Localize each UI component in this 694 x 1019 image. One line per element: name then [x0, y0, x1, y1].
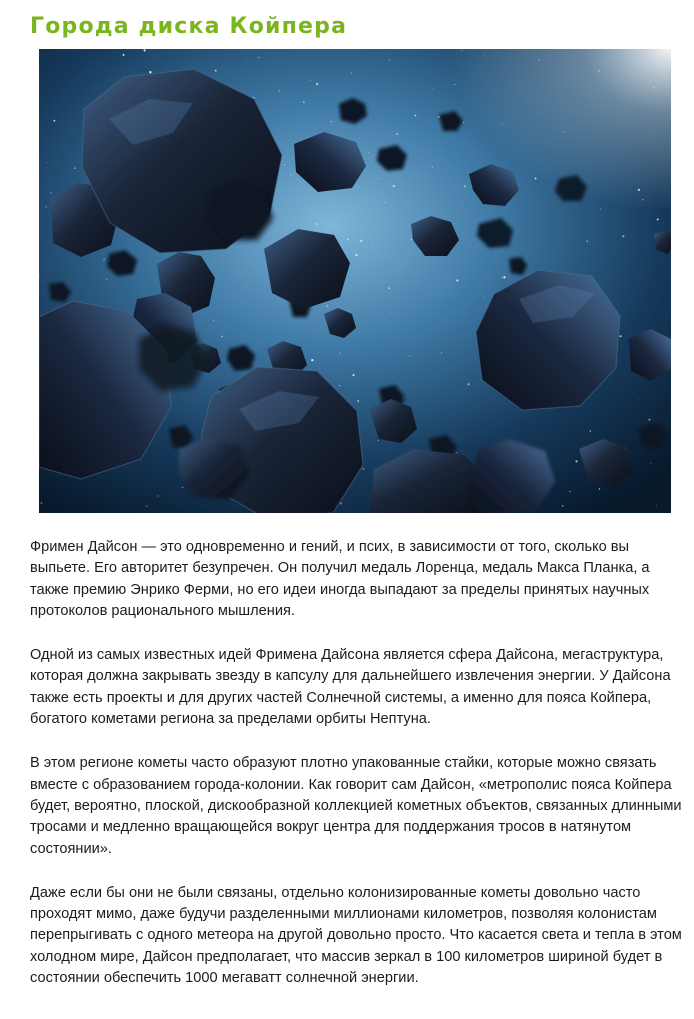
star: [600, 208, 601, 209]
star: [360, 240, 362, 242]
star: [655, 131, 656, 132]
star: [123, 54, 125, 56]
star: [432, 166, 433, 167]
star: [352, 374, 354, 376]
star: [452, 52, 453, 53]
star: [396, 133, 398, 135]
star: [639, 400, 640, 401]
star: [430, 115, 431, 116]
star: [464, 185, 466, 187]
star: [642, 199, 643, 200]
star: [279, 90, 281, 92]
star: [414, 115, 416, 117]
star: [590, 430, 591, 431]
star: [316, 223, 318, 225]
star: [351, 73, 352, 74]
star: [331, 121, 332, 122]
star: [502, 123, 503, 124]
star: [316, 83, 318, 85]
star: [638, 189, 640, 191]
star: [384, 202, 385, 203]
star: [639, 49, 640, 50]
star: [50, 192, 52, 194]
star: [648, 418, 650, 420]
star: [213, 320, 214, 321]
star: [433, 88, 434, 89]
star: [576, 63, 577, 64]
paragraph-1: Фримен Дайсон — это одновременно и гений, и псих, в зависимости от того, сколько вы выпьете. Его авторитет безупречен. Он получил медаль Лоренца, медаль Макса Планка, а также премию Энрико Ферми, но его идеи иногда выпадают за пределы принятых научных протоколов рационального мышления.: [30, 539, 650, 619]
star: [258, 57, 259, 58]
star: [326, 305, 328, 307]
star: [248, 61, 249, 62]
star: [303, 101, 305, 103]
star: [622, 235, 624, 237]
star: [103, 258, 105, 260]
asteroid-field-svg: [39, 49, 671, 513]
star: [144, 49, 146, 51]
star: [284, 164, 285, 165]
star: [409, 355, 410, 356]
star: [461, 50, 462, 51]
star: [539, 60, 540, 61]
star: [657, 51, 658, 52]
star: [389, 60, 390, 61]
star: [378, 178, 379, 179]
star: [503, 276, 505, 278]
star: [215, 70, 217, 72]
star: [339, 385, 340, 386]
star: [347, 238, 348, 239]
star: [562, 505, 564, 507]
star: [290, 174, 292, 176]
star: [484, 55, 485, 56]
star: [53, 120, 55, 122]
star: [656, 505, 657, 506]
star: [653, 86, 655, 88]
article-body: [30, 537, 682, 1012]
asteroid-field-illustration: [39, 49, 671, 513]
star: [357, 400, 359, 402]
star: [599, 488, 600, 489]
star: [587, 241, 588, 242]
star: [390, 312, 391, 313]
star: [74, 167, 76, 169]
star: [355, 254, 357, 256]
star: [378, 440, 379, 441]
paragraph-3: В этом регионе кометы часто образуют плотно упакованные стайки, которые можно связать вместе с образованием города-колонии. Как говорит сам Дайсон, «метрополис пояса Койпера будет, вероятно, плоской, дискообразной коллекцией кометных объектов, связанных длинными тросами и медленно вращающейся вокруг центра для поддержания тросов в натянутом состоянии».: [30, 755, 682, 857]
star: [430, 95, 431, 96]
paragraph-4: Даже если бы они не были связаны, отдельно колонизированные кометы довольно часто проходят мимо, даже будучи разделенными миллионами километров, позволяя колонистам перепрыгивать с одного метеора на другой довольно просто. Что касается света и тепла в этом холодном мире, Дайсон предполагает, что массив зеркал в 100 километров шириной будет в состоянии обеспечить 1000 мегаватт солнечной энергии.: [30, 884, 682, 987]
star: [368, 152, 369, 153]
star: [546, 240, 547, 241]
star: [535, 178, 537, 180]
star: [341, 241, 342, 242]
star: [182, 487, 183, 488]
star: [620, 335, 622, 337]
star: [441, 352, 442, 353]
star: [388, 287, 390, 289]
star: [349, 309, 350, 310]
star: [195, 399, 196, 400]
star: [463, 122, 465, 124]
star: [411, 239, 412, 240]
star: [409, 253, 410, 254]
star: [340, 353, 342, 355]
star: [484, 297, 485, 298]
star: [456, 452, 457, 453]
star: [290, 180, 291, 181]
star: [456, 279, 458, 281]
star: [257, 341, 258, 342]
star: [501, 277, 502, 278]
star: [106, 279, 107, 280]
star: [225, 512, 226, 513]
article-title: Города диска Койпера: [30, 14, 348, 39]
star: [157, 495, 158, 496]
star: [340, 502, 342, 504]
star: [372, 244, 373, 245]
star: [538, 112, 539, 113]
paragraph-2: Одной из самых известных идей Фримена Дайсона является сфера Дайсона, мегаструктура, которая должна закрывать звезду в капсулу для дальнейшего извлечения энергии. У Дайсона также есть проекты и для других частей Солнечной системы, а именно для пояса Койпера, богатого кометами региона за пределами орбиты Нептуна.: [30, 647, 671, 728]
star: [311, 359, 313, 361]
star: [246, 285, 247, 286]
star: [310, 80, 311, 81]
star: [221, 336, 223, 338]
star: [645, 287, 646, 288]
star: [598, 70, 600, 72]
star: [467, 383, 469, 385]
star: [569, 491, 570, 492]
star: [563, 131, 564, 132]
star: [657, 218, 659, 220]
star: [145, 66, 146, 67]
star: [149, 71, 151, 73]
star: [362, 468, 364, 470]
star: [45, 206, 47, 208]
star: [47, 162, 48, 163]
star: [650, 463, 651, 464]
star: [393, 185, 395, 187]
star: [454, 84, 456, 86]
star: [146, 506, 147, 507]
star: [575, 460, 577, 462]
star: [41, 502, 43, 504]
